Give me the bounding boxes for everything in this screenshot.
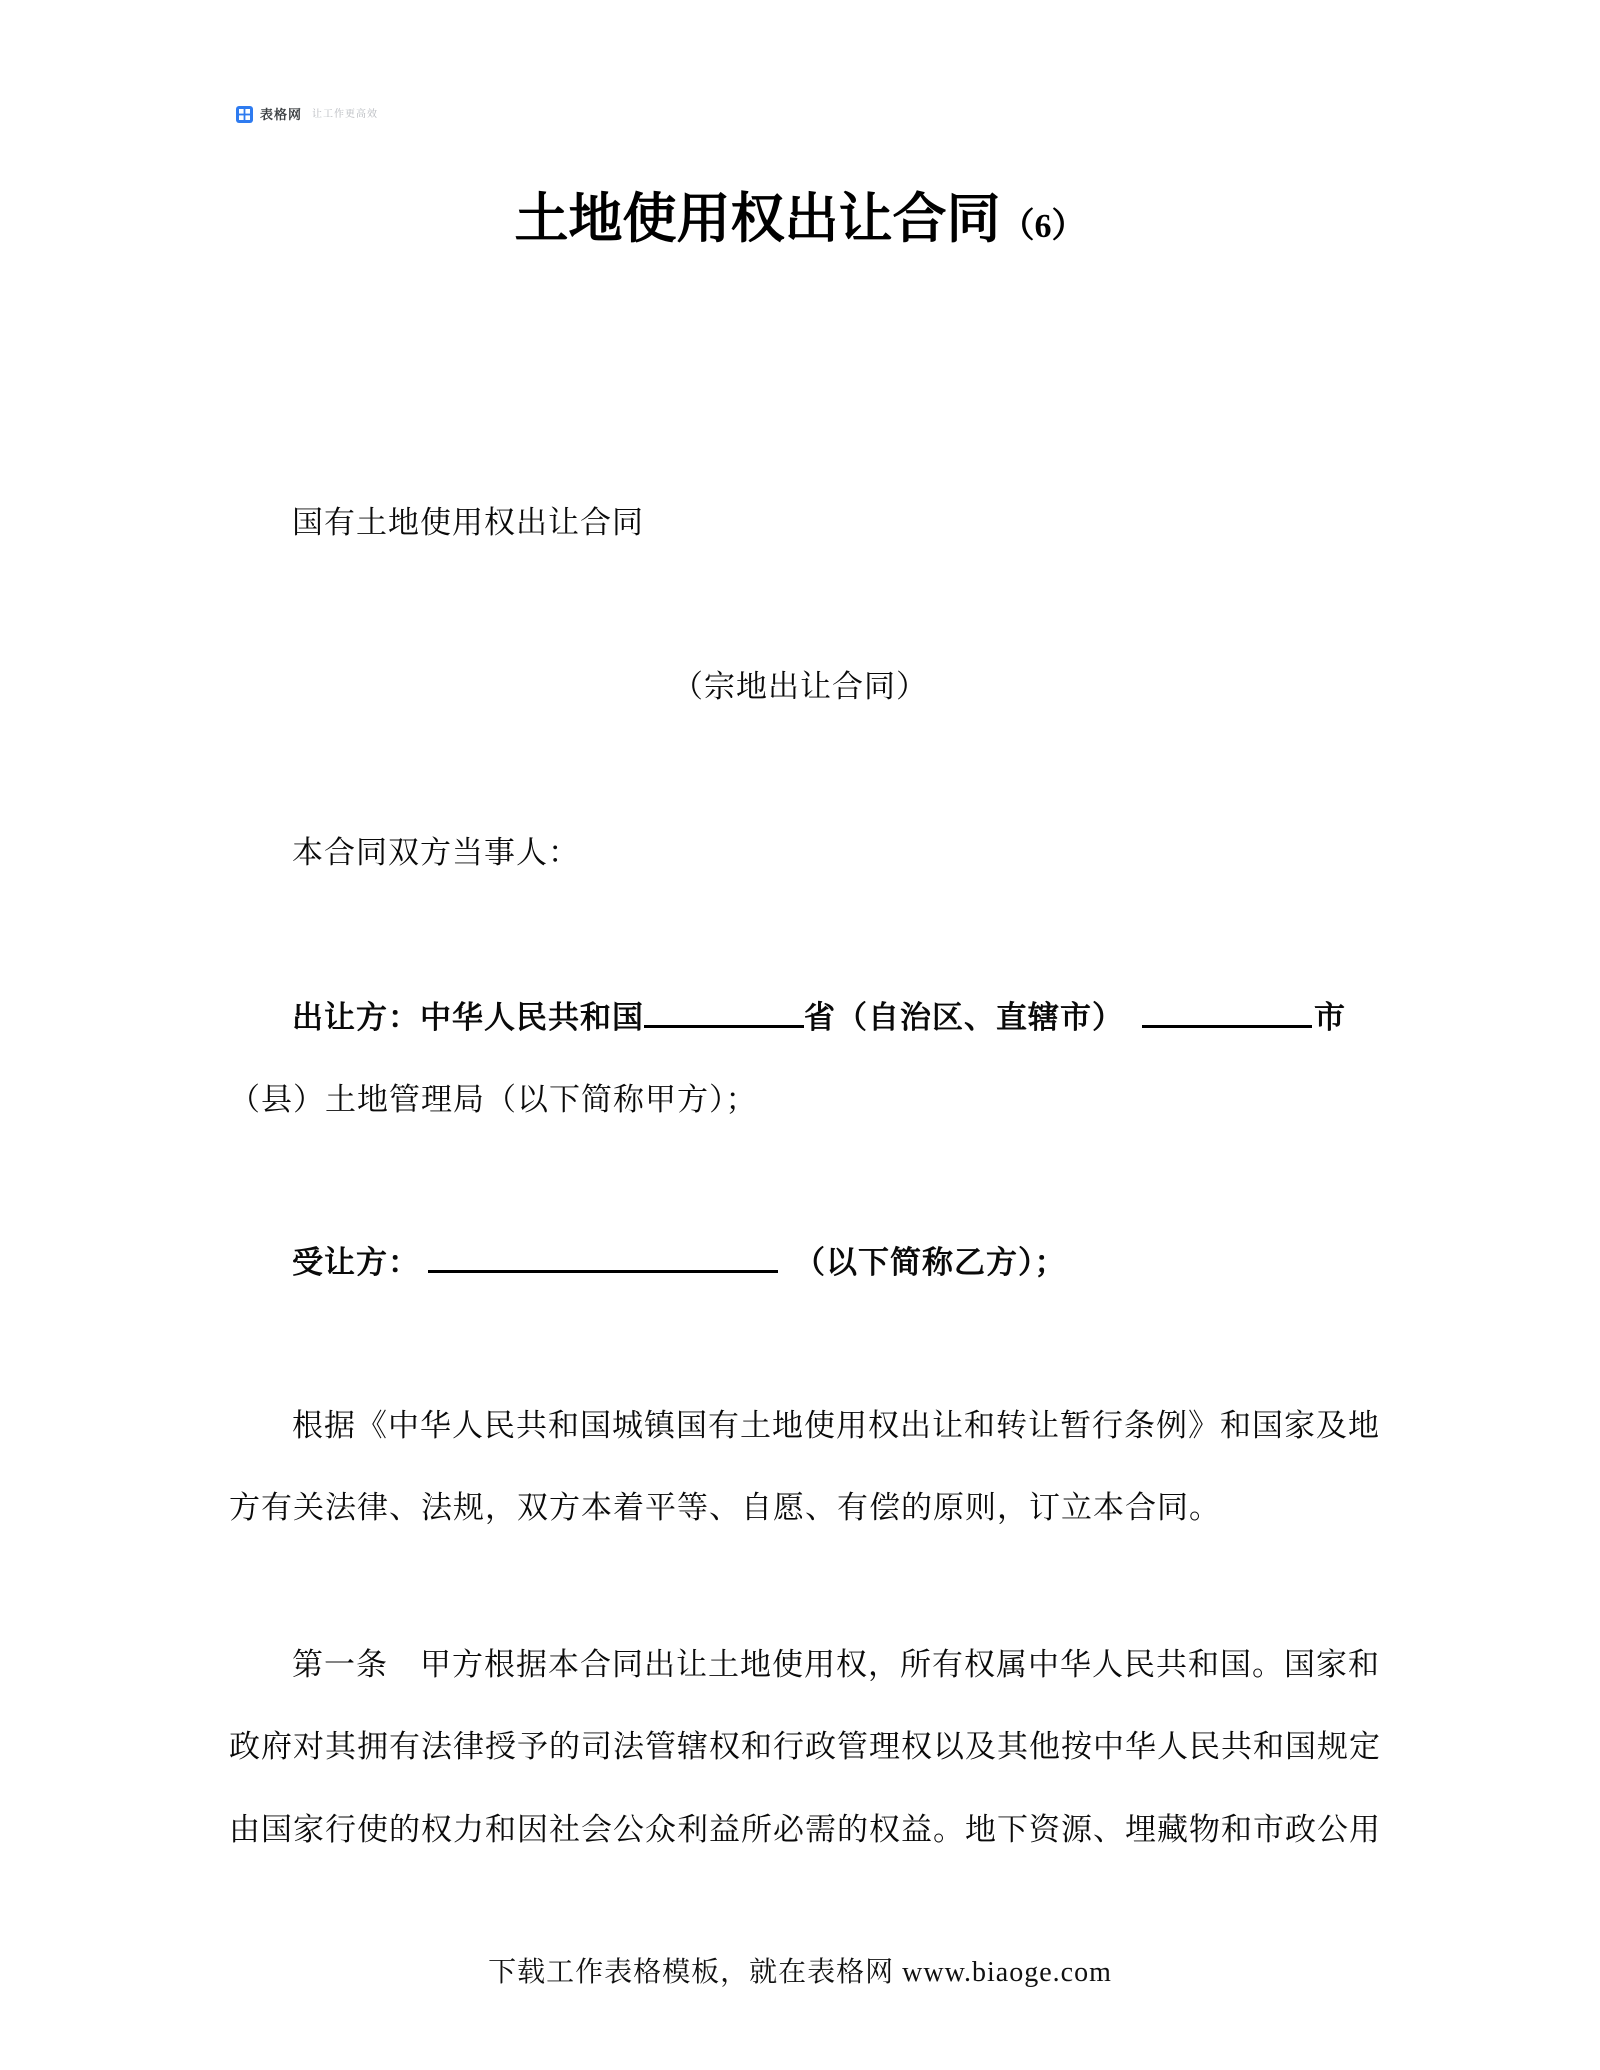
transferor-suffix: 市: [1314, 1000, 1346, 1035]
article1-line-3: 由国家行使的权力和因社会公众利益所必需的权益。地下资源、埋藏物和市政公用: [229, 1812, 1381, 1847]
footer-download-note: 下载工作表格模板，就在表格网 www.biaoge.com: [488, 1957, 1112, 1988]
basis-line-2: 方有关法律、法规，双方本着平等、自愿、有偿的原则，订立本合同。: [229, 1490, 1221, 1525]
blank-city-field: [1142, 999, 1312, 1028]
document-title-number: （6）: [1000, 208, 1086, 245]
parties-intro-line: 本合同双方当事人：: [292, 835, 580, 870]
blank-transferee-field: [428, 1244, 778, 1273]
basis-line-1: 根据《中华人民共和国城镇国有土地使用权出让和转让暂行条例》和国家及地: [292, 1408, 1380, 1443]
table-grid-logo-icon: [236, 106, 253, 123]
transferor-prefix: 出让方：中华人民共和国: [292, 1000, 644, 1035]
brand-logo: [236, 106, 378, 123]
parcel-contract-line: （宗地出让合同）: [672, 669, 928, 704]
blank-province-field: [644, 999, 804, 1028]
transferee-suffix: （以下简称乙方）；: [794, 1245, 1067, 1280]
transferee-line: [292, 1243, 1067, 1283]
article1-line-1: 第一条 甲方根据本合同出让土地使用权，所有权属中华人民共和国。国家和: [292, 1647, 1380, 1682]
document-title-main: 土地使用权出让合同: [514, 189, 1001, 249]
transferor-mid: 省（自治区、直辖市）: [804, 1000, 1124, 1035]
brand-name: 表格网: [260, 107, 303, 122]
transferee-prefix: 受让方：: [292, 1245, 420, 1280]
document-title: [0, 188, 1600, 258]
brand-tagline: 让工作更高效: [312, 108, 379, 120]
article1-line-2: 政府对其拥有法律授予的司法管辖权和行政管理权以及其他按中华人民共和国规定: [229, 1729, 1381, 1764]
transferor-line-1: [292, 998, 1346, 1038]
transferor-line-2: （县）土地管理局（以下简称甲方）；: [229, 1082, 758, 1117]
subtitle-line: 国有土地使用权出让合同: [292, 505, 644, 540]
